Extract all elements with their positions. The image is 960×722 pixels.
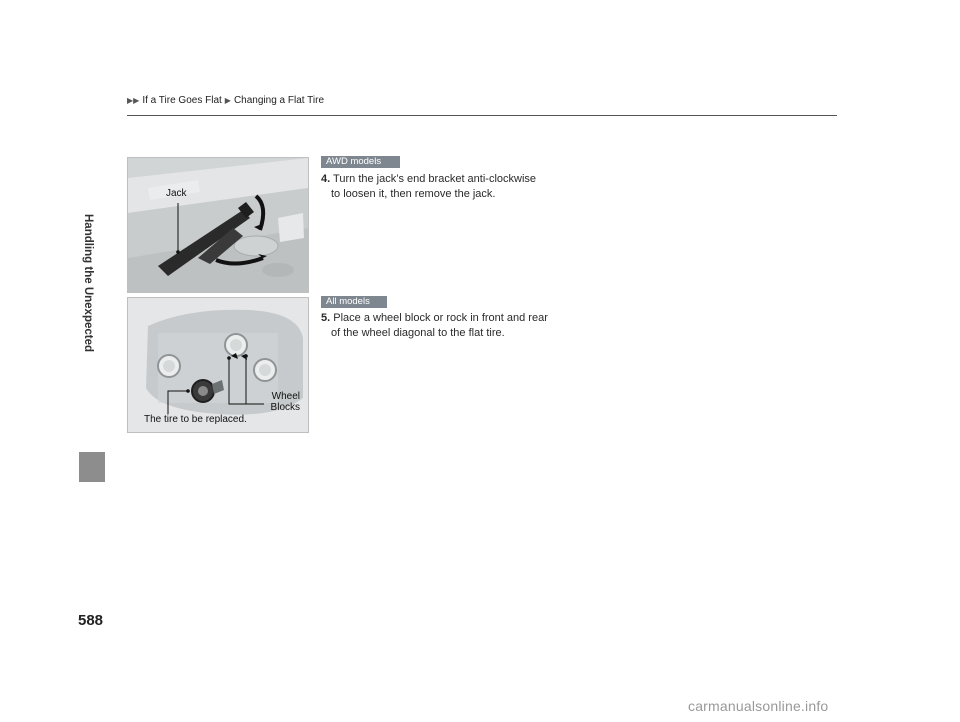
breadcrumb [127,95,324,106]
step-text-line2: to loosen it, then remove the jack. [331,188,496,200]
step-text-line2: of the wheel diagonal to the flat tire. [331,327,505,339]
step-number: 4. [321,173,331,185]
breadcrumb-item-flat-tire[interactable]: If a Tire Goes Flat [142,95,222,106]
step-number: 5. [321,312,331,324]
watermark: carmanualsonline.info [688,698,829,714]
step-5 [321,311,571,341]
wheel-block-illustration [127,297,309,433]
step-text-line1: Place a wheel block or rock in front and rear [333,312,548,324]
arrow-right-icon: ▶ [224,96,231,105]
header-divider [127,115,837,116]
breadcrumb-item-changing-tire[interactable]: Changing a Flat Tire [233,95,325,106]
side-tab-label: Handling the Unexpected [82,213,94,353]
step-4 [321,172,571,202]
arrow-right-icon: ▶▶ [127,96,140,105]
step-text-line1: Turn the jack’s end bracket anti-clockwise [333,173,537,185]
jack-illustration [127,157,309,293]
jack-drawing [128,158,308,292]
wheel-blocks-callout: Wheel Blocks [270,391,300,413]
jack-callout: Jack [166,188,187,199]
awd-models-badge: AWD models [321,156,400,168]
all-models-badge: All models [321,296,387,308]
page-number: 588 [78,612,104,629]
side-tab-marker [79,452,105,482]
tire-to-replace-callout: The tire to be replaced. [144,414,247,425]
